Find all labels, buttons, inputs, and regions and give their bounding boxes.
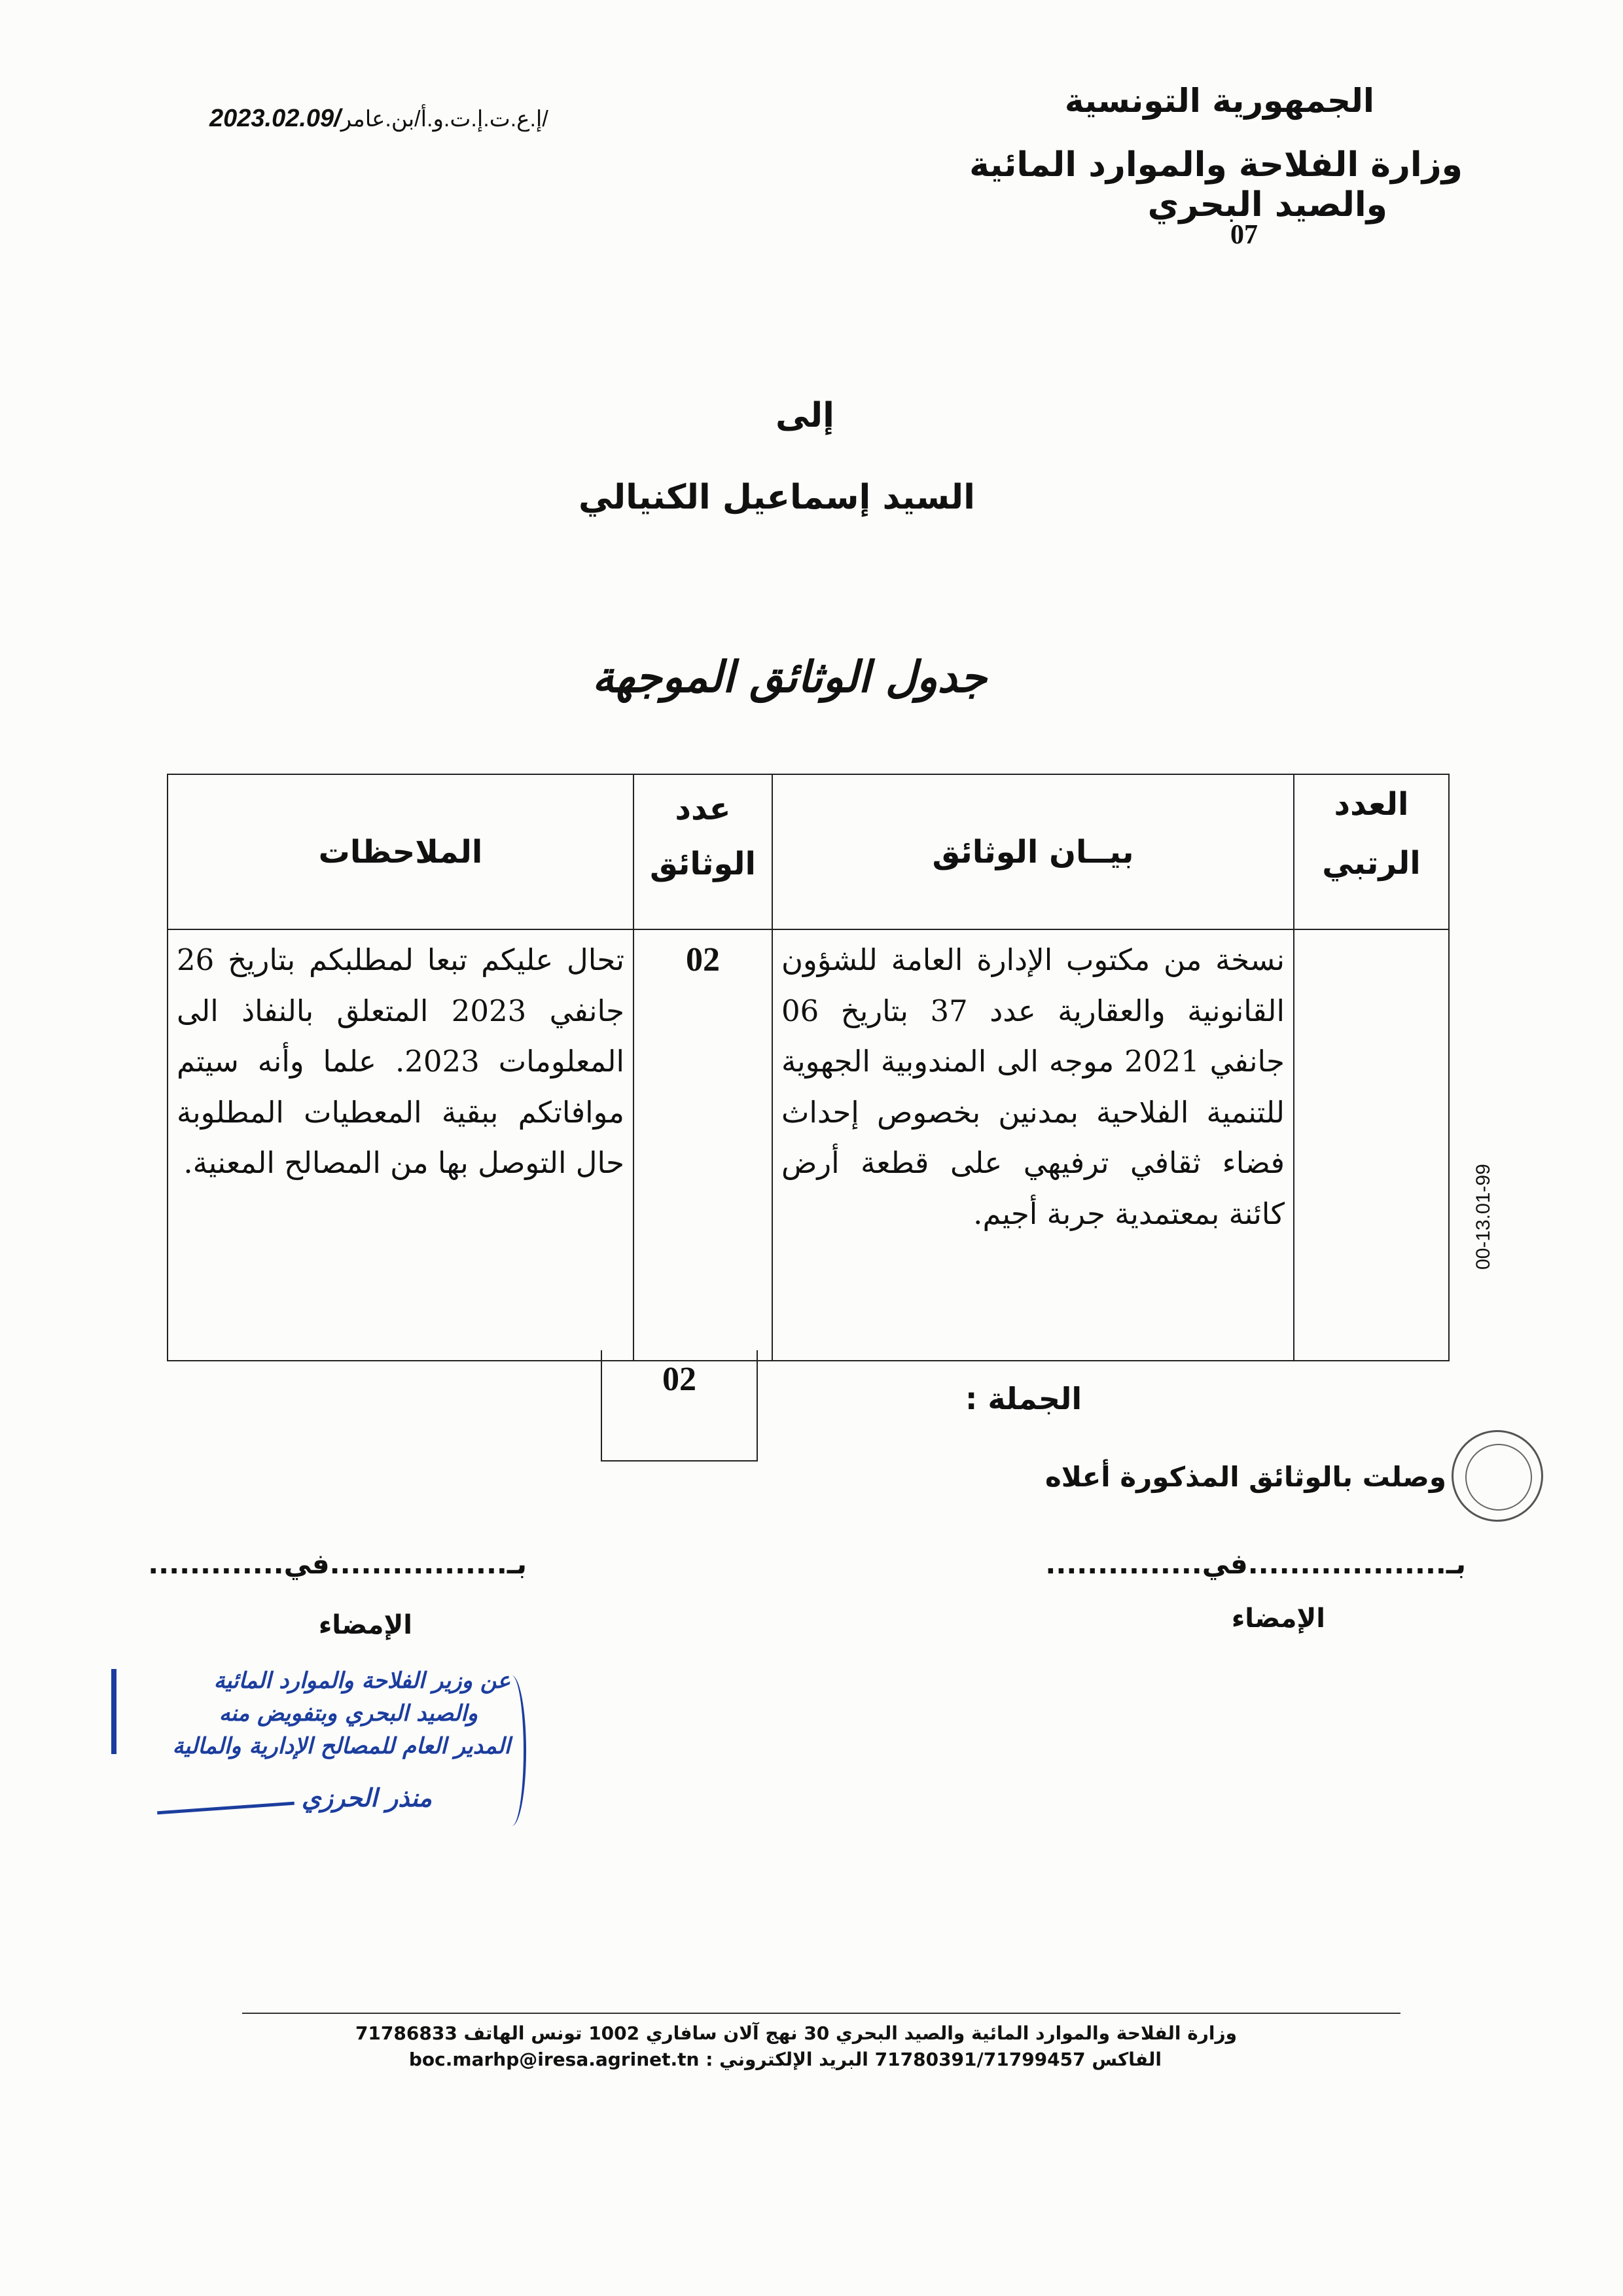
documents-table — [167, 774, 1450, 1361]
footer-divider — [242, 2013, 1400, 2014]
cell-description — [772, 929, 1294, 1361]
header-description: بيــان الوثائق — [772, 774, 1294, 929]
table-header-row — [168, 774, 1449, 929]
receipt-text: وصلت بالوثائق المذكورة أعلاه — [1044, 1461, 1446, 1493]
total-count: 02 — [601, 1350, 758, 1462]
cell-notes — [168, 929, 633, 1361]
side-code: 00-13.01-99 — [1472, 1164, 1494, 1270]
reference — [209, 105, 548, 133]
footer-line-2: الفاكس 71780391/71799457 البريد الإلكتروني : boc.marhp@iresa.agrinet.tn — [408, 2049, 1162, 2070]
reference-date: 2023.02.09/ — [209, 105, 341, 132]
receipt-date-line: بـ...................في............... — [1045, 1548, 1466, 1580]
stamp-line-3: المدير العام للمصالح الإدارية والمالية — [172, 1733, 510, 1759]
stamp-signature-name: منذر الحرزي — [301, 1784, 432, 1812]
header-serial: العدد الرتبي — [1294, 774, 1449, 929]
reference-prefix: إ.ع.ت.إ.ت.و.أ/بن.عامر/ — [340, 107, 548, 132]
header-number: 07 — [1230, 220, 1258, 250]
header-ministry-line2: والصيد البحري — [1147, 185, 1387, 224]
stamp-line-1: عن وزير الفلاحة والموارد المائية — [213, 1668, 510, 1694]
cell-count: 02 — [633, 929, 772, 1361]
table-row — [168, 929, 1449, 1361]
footer-line-1: وزارة الفلاحة والموارد المائية والصيد البحري 30 نهج آلان سافاري 1002 تونس الهاتف 71786833 — [355, 2022, 1237, 2044]
signature-curve — [497, 1676, 526, 1826]
total-label: الجملة : — [965, 1381, 1082, 1416]
signature-stroke — [157, 1802, 294, 1815]
document-title: جدول الوثائق الموجهة — [592, 651, 987, 702]
cell-serial — [1294, 929, 1449, 1361]
round-seal-icon — [1452, 1430, 1543, 1522]
header-country: الجمهورية التونسية — [1064, 82, 1374, 120]
header-ministry-line1: وزارة الفلاحة والموارد المائية — [969, 145, 1463, 185]
official-stamp — [105, 1649, 510, 1826]
stamp-bar — [111, 1669, 116, 1754]
notes-text: تحال عليكم تبعا لمطلبكم بتاريخ 26 جانفي 2023 المتعلق بالنفاذ الى المعلومات 2023. علما وأنه سيتم موافاتكم ببقية المعطيات المطلوبة حال التوصل بها من المصالح المعنية. — [177, 942, 624, 1180]
to-label: إلى — [776, 396, 834, 435]
stamp-line-2: والصيد البحري وبتفويض منه — [219, 1700, 478, 1727]
header-count: عدد الوثائق — [633, 774, 772, 929]
sender-date-line: بـ.................في............. — [148, 1548, 527, 1580]
sender-signature-label: الإمضاء — [318, 1610, 412, 1640]
receipt-signature-label: الإمضاء — [1231, 1604, 1325, 1634]
description-text: نسخة من مكتوب الإدارة العامة للشؤون القانونية والعقارية عدد 37 بتاريخ 06 جانفي 2021 موجه الى المندوبية الجهوية للتنمية الفلاحية بمدنين بخصوص إحداث فضاء ثقافي ترفيهي على قطعة أرض كائنة بمعتمدية جربة أجيم. — [781, 942, 1285, 1231]
header-notes: الملاحظات — [168, 774, 633, 929]
recipient-name: السيد إسماعيل الكنيالي — [579, 478, 975, 517]
